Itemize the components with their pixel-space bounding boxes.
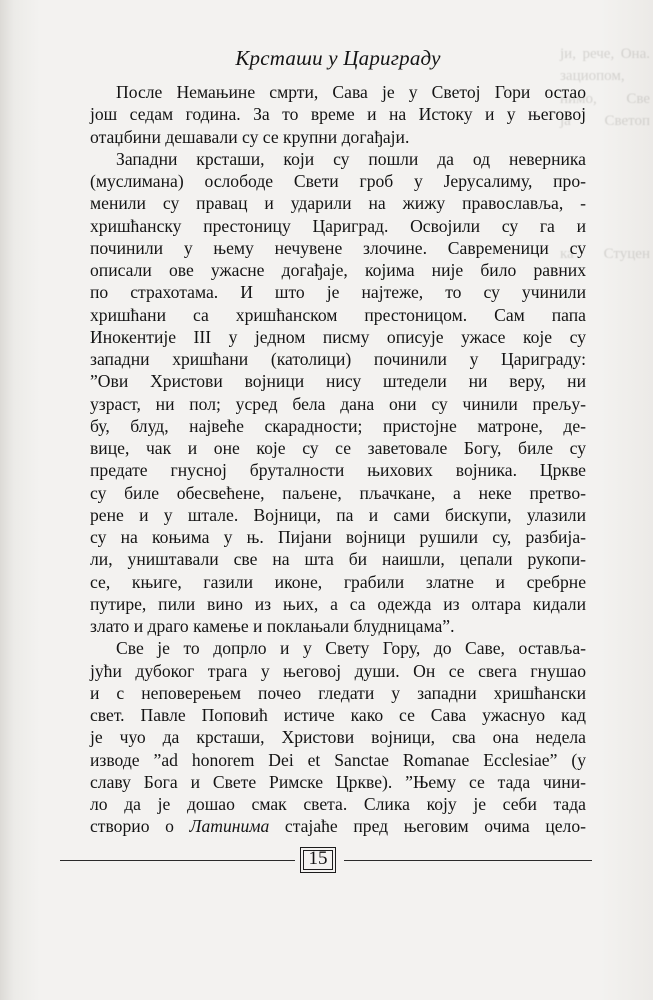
chapter-title: Крсташи у Цариграду	[235, 46, 441, 70]
text-line: се, књиге, газили иконе, грабили златне и сребрне	[90, 571, 586, 592]
page-footer	[60, 845, 592, 875]
text-line: отаџбини дешавали су се крупни догађаји.	[90, 126, 410, 147]
text-run: створио о	[90, 816, 190, 837]
text-run: стајаће пред његовим очима цело-	[269, 816, 586, 837]
text-line: путире, пили вино из њих, а са одежда из олтара кидали	[90, 593, 586, 614]
text-line: Све је то допрло и у Свету Гору, до Саве, остављa-	[116, 638, 586, 659]
text-line: (муслимана) ослободе Свети гроб у Јерусалиму, про-	[90, 171, 586, 191]
paragraph-3	[90, 637, 586, 837]
bleed-line: ка Стуцен	[560, 246, 650, 263]
bleed-line: нимо, Све	[560, 90, 650, 107]
text-line: су на коњима у њ. Пијани војници рушили су, разбија-	[90, 527, 586, 547]
text-line: злато и драго камење и поклањали блудницама”.	[90, 616, 455, 636]
text-line: славу Бога и Свете Римске Цркве). ”Њему се тада чини-	[90, 771, 586, 792]
text-line: свет. Павле Поповић истиче како се Сава ужаснуо кад	[90, 705, 586, 725]
text-line: починили у њему нечувене злочине. Савременици су	[90, 237, 586, 258]
text-line: вице, чак и оне које су се заветовале Богу, биле су	[90, 438, 586, 458]
text-line: Западни крсташи, који су пошли да од неверника	[116, 148, 586, 169]
text-line: менили су правац и ударили на жижу православља, -	[90, 193, 586, 214]
text-line-mixed	[90, 815, 586, 837]
text-line: Инокентије III у једном писму описује ужасе које су	[90, 326, 586, 347]
text-line: по страхотама. И што је најтеже, то су учинили	[90, 282, 586, 303]
italic-run: Латинима	[189, 816, 270, 837]
text-line: ”Ови Христови војници нису штедели ни веру, ни	[90, 371, 586, 392]
text-line: После Немањине смрти, Сава је у Светој Гори остао	[116, 82, 586, 102]
text-line: ло да је дошао смак света. Слика коју је себи тада	[90, 794, 586, 814]
bleed-line: зациопом,	[560, 68, 625, 85]
text-line: ли, уништавали све на шта би наишли, цепали рукопи-	[90, 549, 586, 570]
text-line: јући дубоког трага у његовој души. Он се свега гнушао	[90, 660, 586, 681]
footer-rule-left	[60, 860, 295, 861]
text-line: бу, блуд, највеће скарадности; пристојне матроне, де-	[90, 415, 586, 436]
text-line: изводе ”ad honorem Dei et Sanctae Romanae Ecclesiae” (у	[90, 749, 586, 770]
footer-rule-right	[344, 860, 592, 861]
text-line: су биле обесвећене, паљене, пљачкане, а неке претво-	[90, 482, 586, 503]
text-line: западни хришћани (католици) починили у Цариграду:	[90, 349, 586, 369]
body-text	[90, 81, 586, 838]
text-line: узраст, ни пол; усред бела дана они су чинили прељу-	[90, 393, 586, 414]
bleed-line: ји, рече, Она.	[560, 46, 650, 62]
text-line: је чуо да крсташи, Христови војници, сва она недела	[90, 727, 586, 748]
text-line: хришћани са хришћанском престоницом. Сам папа	[90, 304, 586, 325]
text-line: предате гнусној бруталности њихових војника. Цркве	[90, 460, 586, 481]
paragraph-2	[90, 148, 586, 638]
page-number-box	[300, 847, 336, 873]
text-line: још седам година. За то време и на Истоку и у његовој	[90, 104, 586, 125]
text-line: описали ове ужасне догађаје, којима није било равних	[90, 260, 586, 280]
bleed-line: ја Светоп	[560, 112, 650, 129]
text-line: и с неповерењем почео гледати у западни хришћански	[90, 682, 586, 703]
page-number: 15	[308, 848, 328, 869]
text-line: хришћанску престоницу Цариград. Освојили су га и	[90, 215, 586, 236]
text-line: рене и у штале. Војници, па и сами бискупи, улазили	[90, 504, 586, 525]
paragraph-1	[90, 81, 586, 148]
